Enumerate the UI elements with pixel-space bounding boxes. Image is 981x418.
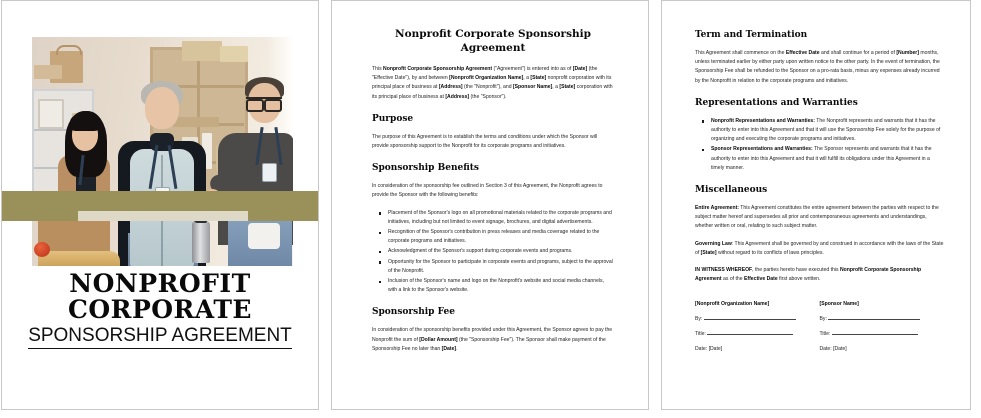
document-page-cover[interactable] — [1, 0, 319, 410]
entire-agreement-label: Entire Agreement: — [695, 205, 739, 212]
signature-block — [695, 300, 944, 360]
page-3-body — [695, 29, 944, 360]
witness-paragraph — [695, 266, 944, 284]
cover-title-line-2: CORPORATE — [68, 295, 252, 324]
photo-thermos — [192, 221, 210, 263]
page-title: Nonprofit Corporate Sponsorship Agreement — [395, 28, 591, 54]
signature-by-rule[interactable] — [828, 319, 920, 320]
document-page-3[interactable] — [661, 0, 971, 410]
signature-by-label: By: — [695, 316, 704, 323]
signature-date-line: Date: [Date] — [695, 346, 723, 353]
photo-apple — [34, 242, 50, 257]
term-t2: and shall continue for a period of — [819, 50, 897, 56]
intro-t7: , a — [552, 84, 560, 91]
governing-law-paragraph — [695, 240, 944, 258]
cover-band-inner-bar — [78, 211, 248, 221]
intro-t6: (the "Nonprofit"), and — [462, 84, 513, 91]
signature-title-rule[interactable] — [707, 334, 793, 335]
photo-carton — [182, 41, 222, 61]
intro-b6: [Sponsor Name] — [512, 84, 553, 91]
heading-sponsorship-fee: Sponsorship Fee — [372, 307, 455, 318]
intro-t2: ("Agreement") is entered into as of — [492, 66, 573, 72]
glasses-icon — [246, 97, 282, 108]
witness-t1: , the parties hereto have executed this — [752, 267, 840, 274]
signature-date-line: Date: [Date] — [819, 346, 847, 353]
cover-subtitle: SPONSORSHIP AGREEMENT — [28, 324, 292, 349]
cover-title-block — [2, 271, 318, 349]
intro-t5: nonprofit corporation with its principal place of business at — [372, 75, 612, 91]
list-item: Acknowledgment of the Sponsor's support during corporate events and programs. — [388, 247, 614, 256]
fee-b1: [Dollar Amount] — [419, 336, 458, 343]
intro-b4: [State] — [530, 75, 547, 82]
photo-person-center-head — [145, 87, 179, 129]
intro-b3: [Nonprofit Organization Name] — [449, 75, 524, 82]
entire-agreement-text: This Agreement constitutes the entire agreement between the parties with respect to the subject matter hereof and supersedes all prior and contemporaneous agreements and understandings, whether written or oral, relating to such subject matter. — [695, 205, 939, 230]
photo-person-right-badge — [262, 163, 277, 182]
list-item-label: Nonprofit Representations and Warranties: — [711, 117, 815, 124]
signature-by-rule[interactable] — [704, 319, 796, 320]
cover-title-line-1: NONPROFIT — [69, 269, 251, 298]
intro-b8: [Address] — [445, 93, 470, 100]
intro-b2: [Date] — [572, 66, 588, 72]
list-item — [711, 117, 944, 145]
list-item: Placement of the Sponsor's logo on all promotional materials related to the corporate programs and initiatives, including but not limited to event signage, brochures, and digital advertisements. — [388, 209, 614, 227]
governing-law-label: Governing Law — [695, 240, 732, 247]
intro-t1: This — [372, 66, 384, 72]
benefits-list — [372, 209, 614, 296]
heading-miscellaneous: Miscellaneous — [695, 185, 768, 196]
intro-t4: , a — [523, 75, 531, 82]
intro-b7: [State] — [559, 84, 576, 91]
photo-bag-handle — [56, 45, 82, 55]
intro-b5: [Address] — [438, 84, 463, 91]
signature-by-line — [820, 315, 945, 324]
photo-shelf-items — [173, 117, 219, 127]
list-item: Inclusion of the Sponsor's name and logo on the Nonprofit's website and social media channels, with a link to the Sponsor's website. — [388, 277, 614, 295]
governing-law-t2: without regard to its conflicts of laws principles. — [716, 249, 824, 256]
intro-b1: Nonprofit Corporate Sponsorship Agreement — [383, 66, 493, 72]
heading-term-and-termination: Term and Termination — [695, 30, 808, 40]
heading-representations-and-warranties: Representations and Warranties — [695, 97, 858, 108]
intro-t3: (the "Effective Date"), by and between — [372, 66, 598, 82]
witness-label: IN WITNESS WHEREOF — [695, 267, 753, 274]
signature-title-label: Title: — [695, 331, 708, 338]
photo-scene — [32, 37, 293, 266]
fee-t3: . — [456, 345, 458, 352]
photo-carton — [220, 46, 248, 62]
term-paragraph — [695, 49, 944, 86]
photo-framed-item — [38, 99, 64, 129]
signature-column-nonprofit — [695, 300, 820, 360]
term-t1: This Agreement shall commence on the — [695, 50, 786, 56]
intro-t8: corporation with its principal place of business at — [372, 84, 613, 100]
list-item — [711, 145, 944, 173]
fee-t2: (the "Sponsorship Fee"). The Sponsor shall make payment of the Sponsorship Fee no later than — [372, 336, 606, 352]
signature-title-line — [820, 330, 945, 339]
signature-title-line — [695, 330, 820, 339]
document-page-2[interactable] — [331, 0, 649, 410]
signature-by-line — [695, 315, 820, 324]
intro-t9: (the "Sponsor"). — [469, 93, 507, 100]
page-2-body — [372, 27, 614, 362]
intro-paragraph — [372, 65, 614, 102]
witness-t2: as of the — [721, 276, 744, 283]
signature-by-label: By: — [819, 316, 829, 323]
photo-carton — [34, 65, 62, 79]
list-item-text: The Sponsor represents and warrants that it has the authority to enter into this Agreement and that it will fulfill its obligations under this Agreement in a timely manner. — [711, 146, 932, 171]
list-item: Opportunity for the Sponsor to participate in corporate events and programs, subject to the approval of the Nonprofit. — [388, 258, 614, 276]
list-item: Recognition of the Sponsor's contribution in press releases and media coverage related to the corporate programs and initiatives. — [388, 228, 614, 246]
list-item-label: Sponsor Representations and Warranties: — [711, 146, 813, 153]
entire-agreement-paragraph — [695, 204, 944, 232]
witness-b2: Effective Date — [743, 276, 778, 283]
cover-olive-band — [2, 191, 319, 221]
witness-t3: first above written. — [777, 276, 821, 283]
witness-b1: Nonprofit Corporate Sponsorship Agreement — [695, 267, 922, 283]
representations-list — [695, 117, 944, 173]
photo-white-bag — [248, 223, 280, 249]
fee-b2: [Date] — [441, 345, 457, 352]
governing-law-b1: [State] — [700, 249, 717, 256]
signature-party-name: [Nonprofit Organization Name] — [695, 301, 770, 308]
signature-party-name: [Sponsor Name] — [819, 301, 859, 308]
photo-person-left-fringe — [70, 113, 100, 131]
list-item-text: The Nonprofit represents and warrants that it has the authority to enter into this Agreement and that it will use the Sponsorship Fee solely for the purpose of organizing and executing the corporate programs and initiatives. — [711, 117, 941, 143]
photo-bread — [38, 251, 120, 266]
governing-law-t1: : This Agreement shall be governed by and construed in accordance with the laws of the State of — [695, 240, 944, 256]
fee-paragraph — [372, 326, 614, 354]
heading-sponsorship-benefits: Sponsorship Benefits — [372, 163, 479, 174]
signature-title-rule[interactable] — [832, 334, 918, 335]
fee-t1: In consideration of the sponsorship benefits provided under this Agreement, the Sponsor agrees to pay the Nonprofit the sum of — [372, 327, 613, 343]
term-b1: Effective Date — [785, 50, 820, 56]
heading-purpose: Purpose — [372, 113, 414, 124]
purpose-paragraph: The purpose of this Agreement is to establish the terms and conditions under which the Sponsor will provide sponsorship support to the Nonprofit for its corporate programs and initiatives. — [372, 133, 598, 150]
signature-column-sponsor — [820, 300, 945, 360]
cover-photo — [32, 37, 293, 266]
term-b2: [Number] — [896, 50, 919, 56]
benefits-paragraph: In consideration of the sponsorship fee outlined in Section 3 of this Agreement, the Nonprofit agrees to provide the Sponsor with the following benefits: — [372, 183, 603, 199]
signature-title-label: Title: — [819, 331, 832, 338]
term-t3: months, unless terminated earlier by either party upon written notice to the other party. In the event of termination, the Sponsorship Fee shall be refunded to the Sponsor on a pro-rata basis, minus any expenses already incurred by the Nonprofit in relation to the corporate programs and initiatives. — [695, 50, 940, 84]
